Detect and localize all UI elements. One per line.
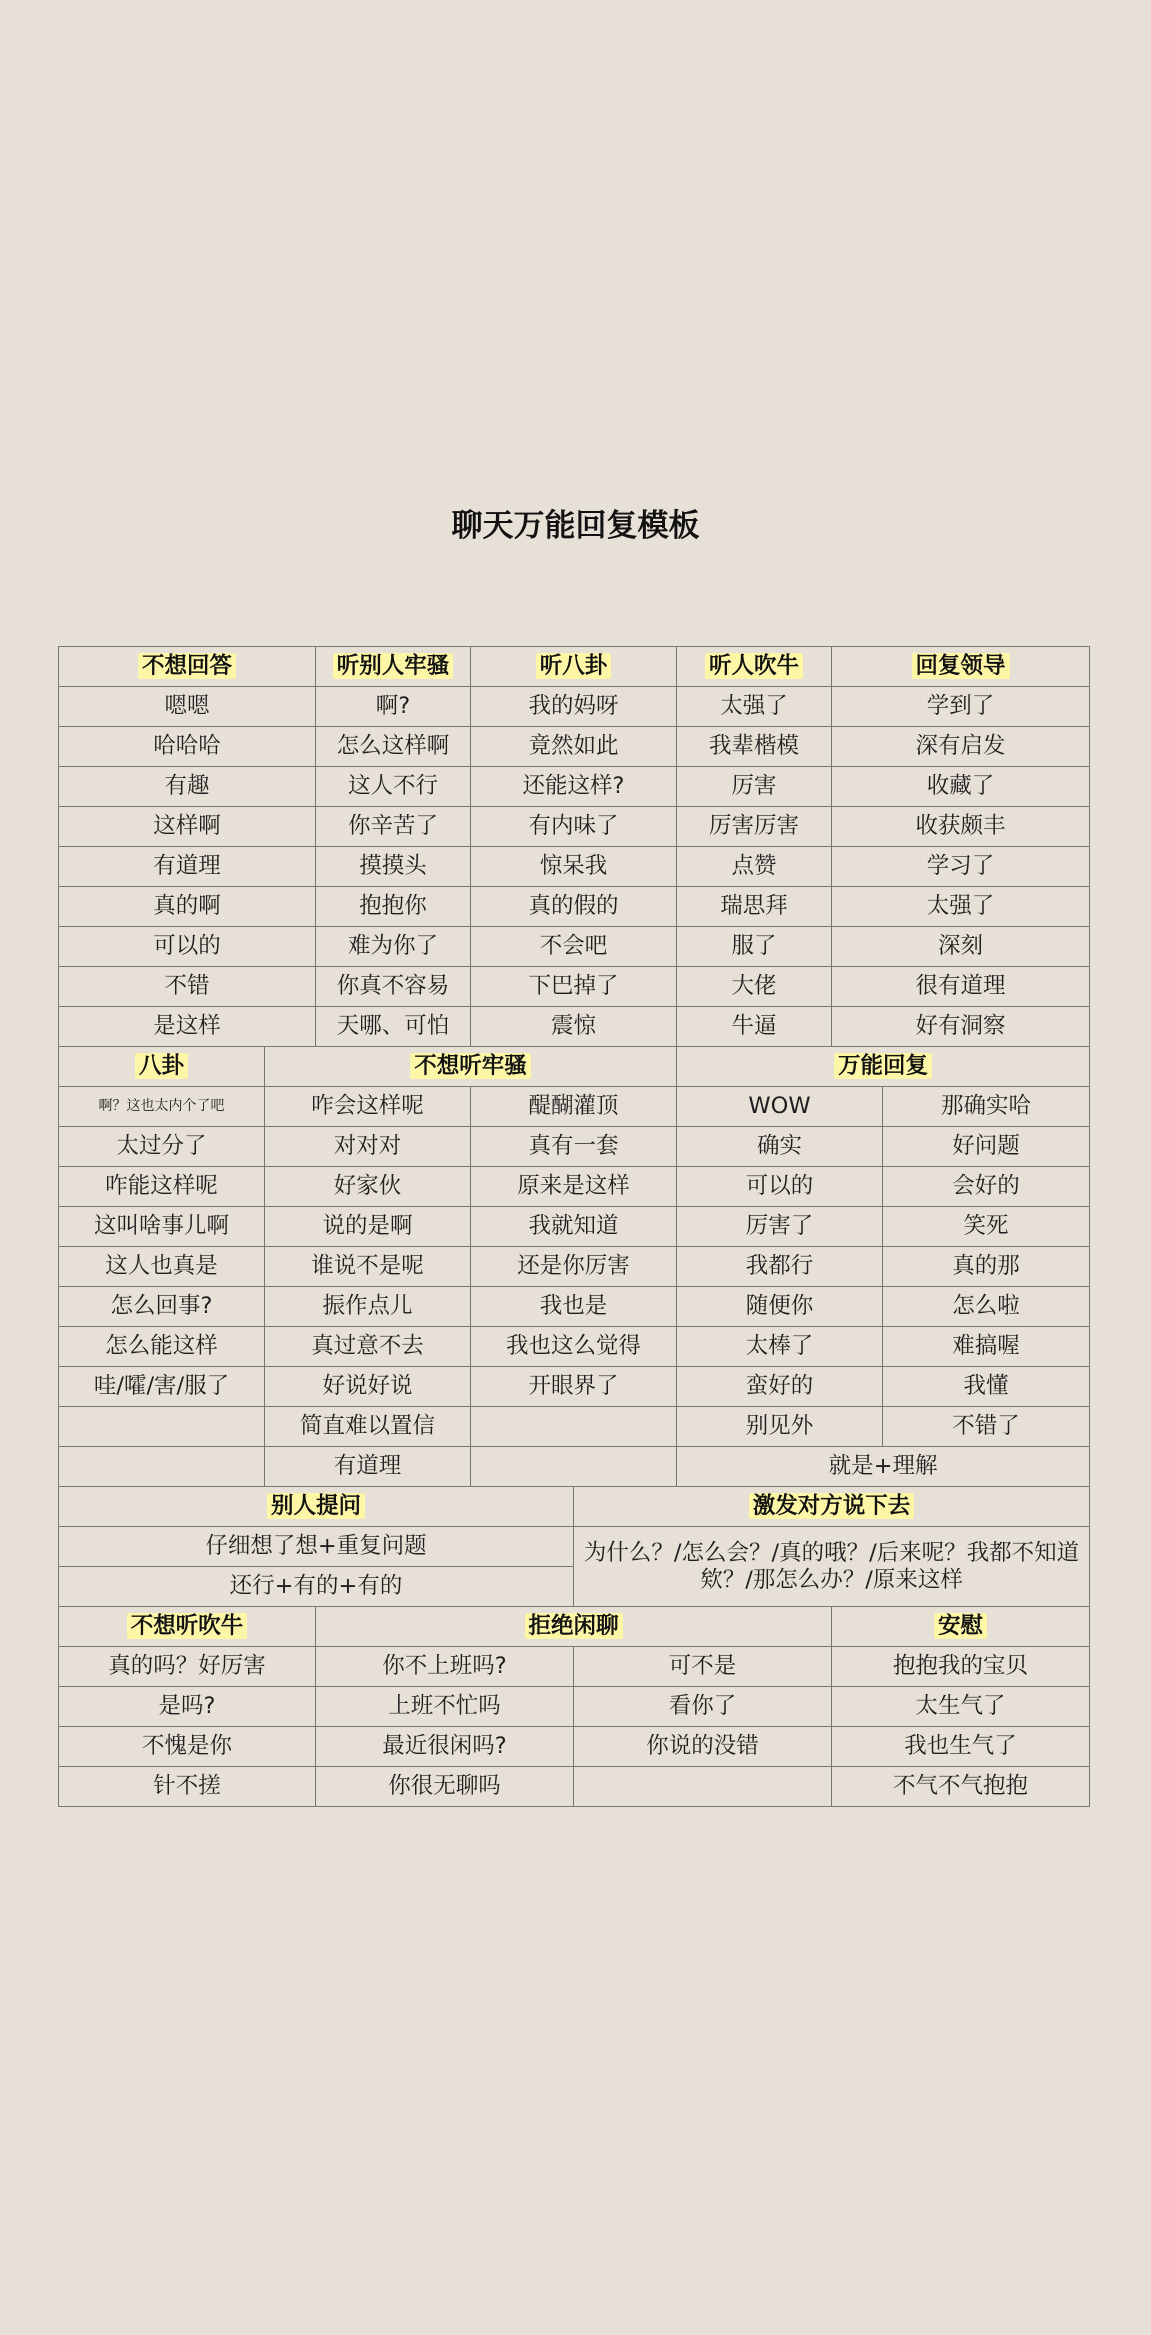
- table-cell: 我的妈呀: [471, 687, 677, 727]
- table-cell: 服了: [677, 927, 832, 967]
- table-cell: 太棒了: [677, 1327, 883, 1367]
- table-row: [59, 887, 1090, 927]
- table-cell: 你真不容易: [316, 967, 471, 1007]
- table-cell: 真的吗？好厉害: [59, 1647, 316, 1687]
- table-cell: 不错: [59, 967, 316, 1007]
- table-cell: 难搞喔: [883, 1327, 1090, 1367]
- table-header-cell: [677, 1047, 1090, 1087]
- table-cell: 可以的: [59, 927, 316, 967]
- table-cell: 你不上班吗?: [316, 1647, 574, 1687]
- section1-header-row: [59, 647, 1090, 687]
- table-row: [59, 847, 1090, 887]
- table-cell: 好家伙: [265, 1167, 471, 1207]
- table-row: [59, 1447, 1090, 1487]
- table-cell: 真的啊: [59, 887, 316, 927]
- table-header-cell: [677, 647, 832, 687]
- table-cell: 天哪、可怕: [316, 1007, 471, 1047]
- table-cell: 有道理: [59, 847, 316, 887]
- table-cell: 可以的: [677, 1167, 883, 1207]
- table-cell: 我辈楷模: [677, 727, 832, 767]
- table-cell: 还是你厉害: [471, 1247, 677, 1287]
- table-cell: 原来是这样: [471, 1167, 677, 1207]
- table-cell: 会好的: [883, 1167, 1090, 1207]
- table-cell: 确实: [677, 1127, 883, 1167]
- table-header-cell: [59, 647, 316, 687]
- table-cell: 振作点儿: [265, 1287, 471, 1327]
- table-row: [59, 1527, 1090, 1567]
- table-header-cell: [471, 647, 677, 687]
- header-label: 不想听吹牛: [127, 1613, 248, 1639]
- table-cell: 抱抱你: [316, 887, 471, 927]
- table-row: [59, 1327, 1090, 1367]
- table-cell: 厉害: [677, 767, 832, 807]
- table-cell: 太强了: [832, 887, 1090, 927]
- table-cell: 真的那: [883, 1247, 1090, 1287]
- table-cell: 不错了: [883, 1407, 1090, 1447]
- table-cell: 就是+理解: [677, 1447, 1090, 1487]
- section3-header-row: [59, 1487, 1090, 1527]
- table-cell: 厉害了: [677, 1207, 883, 1247]
- table-cell: 太过分了: [59, 1127, 265, 1167]
- table-cell: 谁说不是呢: [265, 1247, 471, 1287]
- table-cell: 这叫啥事儿啊: [59, 1207, 265, 1247]
- table-cell: 我就知道: [471, 1207, 677, 1247]
- table-row: [59, 727, 1090, 767]
- table-cell: 有趣: [59, 767, 316, 807]
- table-cell: 简直难以置信: [265, 1407, 471, 1447]
- table-cell: [471, 1447, 677, 1487]
- table-cell: 太生气了: [832, 1687, 1090, 1727]
- table-cell: 不会吧: [471, 927, 677, 967]
- table-header-cell: [59, 1607, 316, 1647]
- table-cell: 笑死: [883, 1207, 1090, 1247]
- table-cell: 你说的没错: [574, 1727, 832, 1767]
- table-cell: 这样啊: [59, 807, 316, 847]
- table-cell: 我懂: [883, 1367, 1090, 1407]
- table-row: [59, 1687, 1090, 1727]
- table-cell: 你很无聊吗: [316, 1767, 574, 1807]
- table-row: [59, 807, 1090, 847]
- header-label: 回复领导: [912, 653, 1010, 679]
- table-row: [59, 1167, 1090, 1207]
- reply-template-table: [58, 646, 1090, 1807]
- table-header-cell: [832, 647, 1090, 687]
- table-cell: 针不搓: [59, 1767, 316, 1807]
- table-cell: 这人也真是: [59, 1247, 265, 1287]
- table-cell: 我也这么觉得: [471, 1327, 677, 1367]
- table-cell: 有道理: [265, 1447, 471, 1487]
- page-title: 聊天万能回复模板: [451, 508, 700, 544]
- table-cell: 嗯嗯: [59, 687, 316, 727]
- table-cell: 太强了: [677, 687, 832, 727]
- table-cell: 深有启发: [832, 727, 1090, 767]
- table-cell: WOW: [677, 1087, 883, 1127]
- table-cell: [471, 1407, 677, 1447]
- table-cell: 还行+有的+有的: [59, 1567, 574, 1607]
- table-row: [59, 1247, 1090, 1287]
- table-header-cell: [316, 1607, 832, 1647]
- table-cell: 上班不忙吗: [316, 1687, 574, 1727]
- table-cell: 这人不行: [316, 767, 471, 807]
- table-row: [59, 687, 1090, 727]
- section4-header-row: [59, 1607, 1090, 1647]
- table-cell: 仔细想了想+重复问题: [59, 1527, 574, 1567]
- table-cell: 怎么能这样: [59, 1327, 265, 1367]
- table-row: [59, 1727, 1090, 1767]
- table-row: [59, 1407, 1090, 1447]
- table-cell: 说的是啊: [265, 1207, 471, 1247]
- table-row: [59, 1767, 1090, 1807]
- header-label: 听别人牢骚: [333, 653, 454, 679]
- table-header-cell: [316, 647, 471, 687]
- header-label: 拒绝闲聊: [525, 1613, 623, 1639]
- table-row: [59, 1647, 1090, 1687]
- table-cell: 难为你了: [316, 927, 471, 967]
- table-cell: 可不是: [574, 1647, 832, 1687]
- section2-header-row: [59, 1047, 1090, 1087]
- table-cell: 啊?: [316, 687, 471, 727]
- table-cell: 下巴掉了: [471, 967, 677, 1007]
- table-cell: 摸摸头: [316, 847, 471, 887]
- table-cell: 为什么？/怎么会？/真的哦？/后来呢？我都不知道欸？/那怎么办？/原来这样: [574, 1527, 1090, 1607]
- table-cell: 随便你: [677, 1287, 883, 1327]
- table-cell: 真有一套: [471, 1127, 677, 1167]
- table-row: [59, 767, 1090, 807]
- table-cell: 抱抱我的宝贝: [832, 1647, 1090, 1687]
- table-cell: 怎么啦: [883, 1287, 1090, 1327]
- table-cell: 哇/嚯/害/服了: [59, 1367, 265, 1407]
- table-cell: 点赞: [677, 847, 832, 887]
- header-label: 不想听牢骚: [410, 1053, 531, 1079]
- table-cell: 我都行: [677, 1247, 883, 1287]
- table-cell: 我也是: [471, 1287, 677, 1327]
- table-cell: 瑞思拜: [677, 887, 832, 927]
- table-cell: 最近很闲吗?: [316, 1727, 574, 1767]
- table-cell: 怎么这样啊: [316, 727, 471, 767]
- table-cell: 别见外: [677, 1407, 883, 1447]
- table-cell: 真的假的: [471, 887, 677, 927]
- table-cell: 震惊: [471, 1007, 677, 1047]
- table-cell: 那确实哈: [883, 1087, 1090, 1127]
- table-cell: 深刻: [832, 927, 1090, 967]
- table-row: [59, 1207, 1090, 1247]
- table-cell: 真过意不去: [265, 1327, 471, 1367]
- table-row: [59, 1087, 1090, 1127]
- table-header-cell: [265, 1047, 677, 1087]
- table-cell: 是吗?: [59, 1687, 316, 1727]
- table-cell: 好说好说: [265, 1367, 471, 1407]
- table-cell: 对对对: [265, 1127, 471, 1167]
- table-cell: 牛逼: [677, 1007, 832, 1047]
- table-cell: 哈哈哈: [59, 727, 316, 767]
- table-row: [59, 1007, 1090, 1047]
- table-cell: 怎么回事?: [59, 1287, 265, 1327]
- header-label: 别人提问: [267, 1493, 365, 1519]
- table-header-cell: [59, 1487, 574, 1527]
- table-cell: 蛮好的: [677, 1367, 883, 1407]
- table-cell: 收藏了: [832, 767, 1090, 807]
- table-row: [59, 1287, 1090, 1327]
- table-cell: [574, 1767, 832, 1807]
- table-cell: 看你了: [574, 1687, 832, 1727]
- table-cell: 学习了: [832, 847, 1090, 887]
- table-row: [59, 1367, 1090, 1407]
- table-cell: 惊呆我: [471, 847, 677, 887]
- table-cell: 竟然如此: [471, 727, 677, 767]
- table-cell: 收获颇丰: [832, 807, 1090, 847]
- table-cell: 是这样: [59, 1007, 316, 1047]
- table-cell: 还能这样?: [471, 767, 677, 807]
- table-cell: 不气不气抱抱: [832, 1767, 1090, 1807]
- table-header-cell: [832, 1607, 1090, 1647]
- table-cell: 你辛苦了: [316, 807, 471, 847]
- table-cell: 学到了: [832, 687, 1090, 727]
- header-label: 八卦: [135, 1053, 188, 1079]
- table-header-cell: [59, 1047, 265, 1087]
- table-cell: 不愧是你: [59, 1727, 316, 1767]
- header-label: 激发对方说下去: [749, 1493, 915, 1519]
- table-cell: 很有道理: [832, 967, 1090, 1007]
- table-cell: 厉害厉害: [677, 807, 832, 847]
- table-row: [59, 967, 1090, 1007]
- table-cell: 好有洞察: [832, 1007, 1090, 1047]
- table-cell: 好问题: [883, 1127, 1090, 1167]
- table-cell: 咋会这样呢: [265, 1087, 471, 1127]
- table-cell: 大佬: [677, 967, 832, 1007]
- table-cell: [59, 1407, 265, 1447]
- header-label: 安慰: [934, 1613, 987, 1639]
- header-label: 听八卦: [536, 653, 612, 679]
- table-row: [59, 1127, 1090, 1167]
- table-header-cell: [574, 1487, 1090, 1527]
- table-row: [59, 927, 1090, 967]
- table-cell: 开眼界了: [471, 1367, 677, 1407]
- table-cell: [59, 1447, 265, 1487]
- table-cell: 咋能这样呢: [59, 1167, 265, 1207]
- table-cell: 啊？这也太内个了吧: [59, 1087, 265, 1127]
- table-cell: 我也生气了: [832, 1727, 1090, 1767]
- header-label: 听人吹牛: [705, 653, 803, 679]
- header-label: 万能回复: [834, 1053, 932, 1079]
- table-cell: 醍醐灌顶: [471, 1087, 677, 1127]
- table-cell: 有内味了: [471, 807, 677, 847]
- header-label: 不想回答: [138, 653, 236, 679]
